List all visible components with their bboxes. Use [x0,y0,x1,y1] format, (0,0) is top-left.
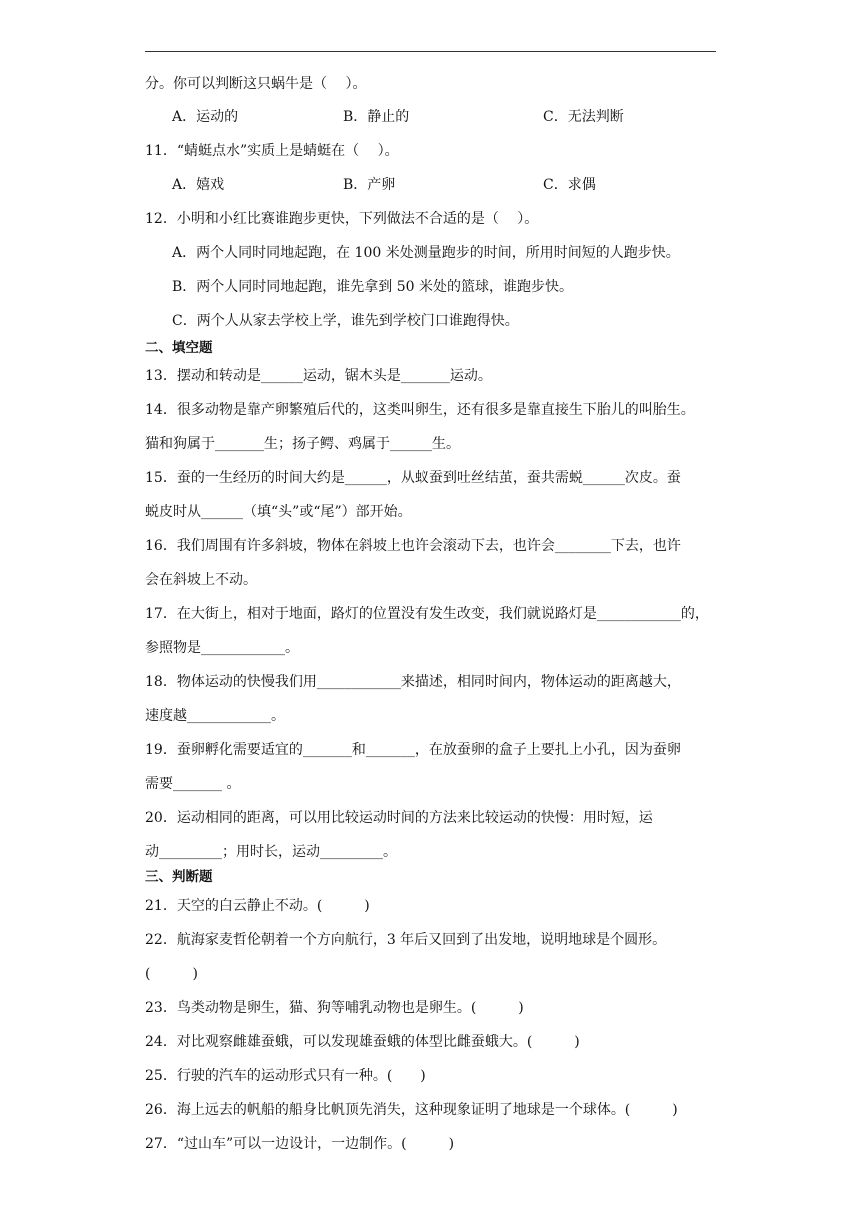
question-16-line2: 会在斜坡上不动。 [145,572,257,588]
question-22-line2: ( ) [145,966,198,982]
question-18-line2: 速度越____________。 [145,708,285,724]
question-21: 21．天空的白云静止不动。( ) [145,898,370,914]
question-17-line1: 17．在大街上，相对于地面，路灯的位置没有发生改变，我们就说路灯是____________的， [145,606,709,622]
question-10-tail: 分。你可以判断这只蜗牛是（ ）。 [145,76,367,92]
question-25: 25．行驶的汽车的运动形式只有一种。( ) [145,1068,426,1084]
section-heading-fill-in: 二、填空题 [145,340,213,356]
question-15-line2: 蜕皮时从______（填“头”或“尾”）部开始。 [145,504,412,520]
question-13: 13．摆动和转动是______运动，锯木头是_______运动。 [145,368,492,384]
question-16-line1: 16．我们周围有许多斜坡，物体在斜坡上也许会滚动下去，也许会________下去，也许 [145,538,681,554]
question-12: 12．小明和小红比赛谁跑步更快，下列做法不合适的是（ ）。 [145,211,539,227]
question-17-line2: 参照物是____________。 [145,640,299,656]
q10-option-b: B．静止的 [343,109,410,125]
q11-option-b: B．产卵 [343,177,396,193]
question-14-line2: 猫和狗属于_______生；扬子鳄、鸡属于______生。 [145,436,460,452]
question-20-line1: 20．运动相同的距离，可以用比较运动时间的方法来比较运动的快慢：用时短，运 [145,810,653,826]
question-11: 11．“蜻蜓点水”实质上是蜻蜓在（ ）。 [145,143,399,159]
question-18-line1: 18．物体运动的快慢我们用____________来描述，相同时间内，物体运动的距离越大， [145,674,681,690]
q12-option-c: C．两个人从家去学校上学，谁先到学校门口谁跑得快。 [172,313,519,329]
header-rule [145,51,716,52]
question-27: 27．“过山车”可以一边设计，一边制作。( ) [145,1136,455,1152]
question-24: 24．对比观察雌雄蚕蛾，可以发现雄蚕蛾的体型比雌蚕蛾大。( ) [145,1034,580,1050]
q11-option-a: A．嬉戏 [172,177,225,193]
section-heading-true-false: 三、判断题 [145,869,213,885]
question-22-line1: 22．航海家麦哲伦朝着一个方向航行，3 年后又回到了出发地，说明地球是个圆形。 [145,932,667,948]
question-14-line1: 14．很多动物是靠产卵繁殖后代的，这类叫卵生，还有很多是靠直接生下胎儿的叫胎生。 [145,402,695,418]
q11-option-c: C．求偶 [543,177,596,193]
question-26: 26．海上远去的帆船的船身比帆顶先消失，这种现象证明了地球是一个球体。( ) [145,1102,678,1118]
q12-option-b: B．两个人同时同地起跑，谁先拿到 50 米处的篮球，谁跑步快。 [172,279,574,295]
question-19-line1: 19．蚕卵孵化需要适宜的_______和_______，在放蚕卵的盒子上要扎上小孔，因为蚕卵 [145,742,681,758]
q10-option-c: C．无法判断 [543,109,624,125]
question-20-line2: 动_________；用时长，运动_________。 [145,844,397,860]
question-15-line1: 15．蚕的一生经历的时间大约是______，从蚁蚕到吐丝结茧，蚕共需蜕______次皮。蚕 [145,470,681,486]
q10-option-a: A．运动的 [172,109,239,125]
question-19-line2: 需要_______ 。 [145,776,241,792]
question-23: 23．鸟类动物是卵生，猫、狗等哺乳动物也是卵生。( ) [145,1000,524,1016]
q12-option-a: A．两个人同时同地起跑，在 100 米处测量跑步的时间，所用时间短的人跑步快。 [172,245,680,261]
